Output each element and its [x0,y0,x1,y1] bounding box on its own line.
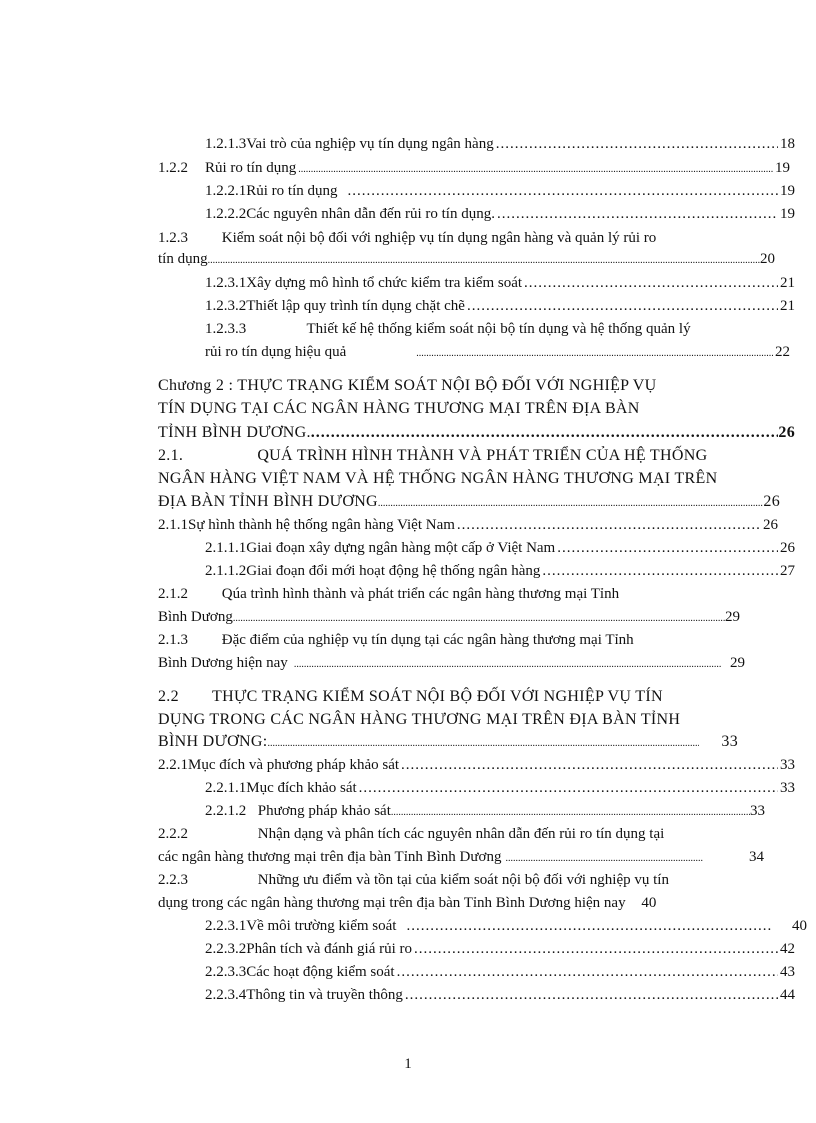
toc-entry[interactable] [205,962,795,982]
leader-dots [401,755,778,775]
toc-page: 42 [780,941,795,957]
chapter-heading: Chương 2 : THỰC TRẠNG KIỂM SOÁT NỘI BỘ ĐỐI VỚI NGHIỆP VỤ [158,377,657,394]
toc-title: Các nguyên nhân dẫn đến rủi ro tín dụng. [246,206,495,222]
toc-entry[interactable] [205,342,790,362]
toc-entry[interactable] [205,985,795,1005]
toc-page: 26 [763,493,780,510]
toc-entry-line[interactable] [158,228,656,248]
toc-page: 33 [780,780,795,796]
toc-number: 2.1.3 [158,632,188,648]
toc-title: Nhận dạng và phân tích các nguyên nhân dẫn đến rủi ro tín dụng tại [257,826,665,842]
toc-page: 19 [780,206,795,222]
toc-entry[interactable] [158,158,790,178]
toc-entry-line[interactable] [158,630,634,650]
toc-page: 21 [780,275,795,291]
toc-title: Kiểm soát nội bộ đối với nghiệp vụ tín dụng ngân hàng và quản lý rủi ro [221,230,657,246]
toc-title: Phân tích và đánh giá rủi ro [246,941,413,957]
toc-title: Thông tin và truyền thông [246,987,403,1003]
toc-number: 1.2.1.3 [205,136,247,152]
leader-dots [497,204,778,224]
leader-dots [268,734,700,754]
toc-title-continued: Bình Dương hiện nay [158,655,288,671]
leader-dots [457,515,761,535]
page-number: 1 [404,1056,412,1072]
leader-dots [414,939,778,959]
toc-title-continued: dụng trong các ngân hàng thương mại trên địa bàn Tỉnh Bình Dương hiện nay [158,895,626,911]
toc-number: 2.1. [158,447,184,464]
toc-page: 19 [775,160,790,176]
toc-number: 2.2.1.2 [205,803,247,819]
toc-page: 22 [775,344,790,360]
leader-dots [378,494,763,514]
toc-entry-line[interactable] [158,824,664,844]
toc-page: 43 [780,964,795,980]
toc-number: 1.2.2 [158,160,188,176]
toc-page: 40 [792,918,807,934]
leader-dots [416,344,773,364]
toc-entry[interactable] [205,181,795,201]
toc-number: 2.2.3.3 [205,964,247,980]
toc-number: 2.2 [158,688,179,705]
toc-entry[interactable] [205,916,775,936]
toc-title: Xây dựng mô hình tổ chức kiểm tra kiểm soát [246,275,523,291]
toc-title: Rủi ro tín dụng [204,160,297,176]
leader-dots [397,962,778,982]
toc-number: 2.1.1.1 [205,540,247,556]
toc-number: 1.2.3.2 [205,298,247,314]
toc-page: 18 [780,136,795,152]
leader-dots [233,609,725,629]
toc-title-continued: các ngân hàng thương mại trên địa bàn Tỉnh Bình Dương [158,849,502,865]
toc-number: 1.2.2.2 [205,206,247,222]
leader-dots [298,160,773,180]
toc-title: Những ưu điểm và tồn tại của kiểm soát nội bộ đối với nghiệp vụ tín [257,872,669,888]
section-heading: ĐỊA BÀN TỈNH BÌNH DƯƠNG [158,493,378,510]
toc-page: 33 [721,733,738,750]
toc-entry[interactable] [158,607,740,627]
leader-dots [359,778,778,798]
leader-dots [208,251,760,271]
toc-title: Rủi ro tín dụng [246,183,338,199]
toc-number: 2.1.1 [158,517,188,533]
toc-page: 26 [778,424,795,441]
toc-number: 2.2.2 [158,826,188,842]
leader-dots [311,423,779,443]
toc-page: 29 [730,655,745,671]
toc-number: 2.2.3.2 [205,941,247,957]
section-heading: NGÂN HÀNG VIỆT NAM VÀ HỆ THỐNG NGÂN HÀNG THƯƠNG MẠI TRÊN [158,470,718,487]
toc-entry[interactable] [158,847,764,867]
toc-entry[interactable] [158,515,778,535]
chapter-heading: TÍN DỤNG TẠI CÁC NGÂN HÀNG THƯƠNG MẠI TRÊN ĐỊA BÀN [158,400,640,417]
toc-entry[interactable] [205,778,795,798]
toc-page: 19 [780,183,795,199]
leader-dots [557,538,778,558]
toc-page: 40 [641,895,657,911]
toc-entry[interactable] [205,273,795,293]
toc-page: 20 [760,251,775,267]
toc-title-continued: rủi ro tín dụng hiệu quả [205,344,347,360]
toc-number: 1.2.3.3 [205,321,247,337]
toc-title: Thiết kế hệ thống kiểm soát nội bộ tín dụng và hệ thống quản lý [306,321,691,337]
leader-dots [467,296,778,316]
toc-entry[interactable] [158,249,775,269]
leader-dots [348,181,778,201]
section-heading: THỰC TRẠNG KIỂM SOÁT NỘI BỘ ĐỐI VỚI NGHIỆP VỤ TÍN [212,688,663,705]
toc-title: Về môi trường kiểm soát [246,918,397,934]
leader-dots [406,916,773,936]
toc-title-continued: Bình Dương [158,609,233,625]
toc-entry-line[interactable] [205,319,691,339]
toc-entry[interactable] [205,801,765,821]
toc-entry-line[interactable] [158,584,619,604]
leader-dots [505,849,703,869]
toc-title: Giai đoạn xây dựng ngân hàng một cấp ở Việt Nam [246,540,556,556]
toc-title: Các hoạt động kiểm soát [246,964,395,980]
toc-entry[interactable] [158,653,745,673]
toc-entry[interactable] [158,423,795,443]
toc-entry[interactable] [205,134,795,154]
toc-page: 33 [750,803,765,819]
toc-page: 26 [780,540,795,556]
toc-page: 27 [780,563,795,579]
toc-page: 21 [780,298,795,314]
toc-entry[interactable] [205,561,795,581]
leader-dots [294,655,722,675]
toc-entry-line[interactable] [158,687,663,707]
toc-entry[interactable] [205,538,795,558]
toc-entry[interactable] [205,204,795,224]
toc-title: Thiết lập quy trình tín dụng chặt chẽ [246,298,465,314]
toc-entry[interactable] [158,755,795,775]
toc-title: Qúa trình hình thành và phát triển các ngân hàng thương mại Tỉnh [221,586,620,602]
leader-dots [405,985,778,1005]
leader-dots [524,273,778,293]
leader-dots [391,803,750,823]
toc-entry[interactable] [158,893,656,913]
toc-page: 34 [749,849,764,865]
toc-entry[interactable] [205,939,795,959]
toc-title: Đặc điểm của nghiệp vụ tín dụng tại các ngân hàng thương mại Tỉnh [221,632,634,648]
toc-page: 26 [763,517,778,533]
toc-entry-line[interactable] [158,870,669,890]
toc-number: 2.2.3 [158,872,188,888]
toc-title: Giai đoạn đổi mới hoạt động hệ thống ngân hàng [246,563,541,579]
toc-title: Mục đích và phương pháp khảo sát [188,757,400,773]
toc-number: 2.1.2 [158,586,188,602]
toc-number: 2.1.1.2 [205,563,247,579]
toc-number: 2.2.1.1 [205,780,247,796]
chapter-heading: TỈNH BÌNH DƯƠNG. [158,424,311,441]
section-heading: QUÁ TRÌNH HÌNH THÀNH VÀ PHÁT TRIỂN CỦA HỆ THỐNG [257,447,708,464]
toc-page: 44 [780,987,795,1003]
section-heading: BÌNH DƯƠNG: [158,733,268,750]
toc-number: 1.2.2.1 [205,183,247,199]
toc-page: 29 [725,609,740,625]
toc-number: 2.2.3.4 [205,987,247,1003]
toc-entry[interactable] [158,732,738,752]
toc-entry[interactable] [158,492,780,512]
toc-number: 2.2.3.1 [205,918,247,934]
toc-number: 1.2.3.1 [205,275,247,291]
leader-dots [496,134,778,154]
toc-page: 33 [780,757,795,773]
toc-number: 1.2.3 [158,230,188,246]
toc-title-continued: tín dụng [158,251,208,267]
toc-number: 2.2.1 [158,757,188,773]
toc-title: Phương pháp khảo sát [257,803,391,819]
section-heading: DỤNG TRONG CÁC NGÂN HÀNG THƯƠNG MẠI TRÊN ĐỊA BÀN TỈNH [158,711,681,728]
toc-title: Vai trò của nghiệp vụ tín dụng ngân hàng [246,136,494,152]
leader-dots [542,561,778,581]
toc-entry[interactable] [205,296,795,316]
toc-entry-line[interactable] [158,446,707,466]
toc-title: Mục đích khảo sát [246,780,357,796]
toc-title: Sự hình thành hệ thống ngân hàng Việt Nam [188,517,455,533]
